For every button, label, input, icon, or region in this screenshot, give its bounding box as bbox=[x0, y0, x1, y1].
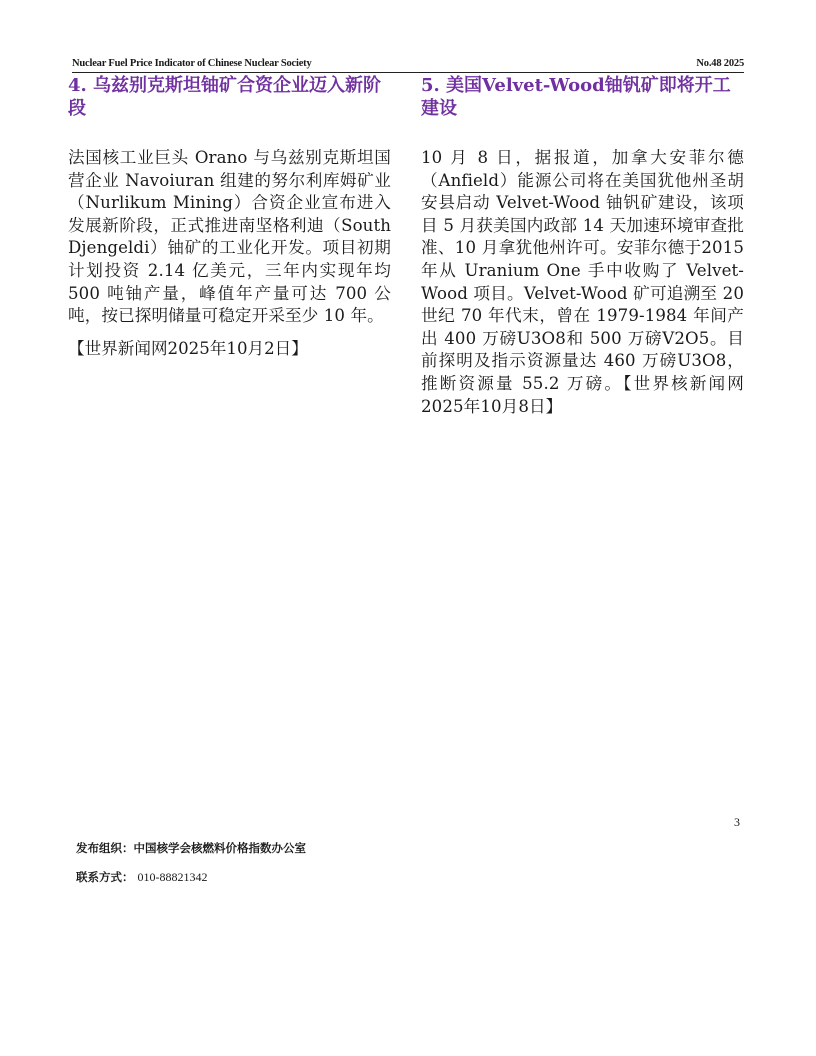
contact-value: 010-88821342 bbox=[137, 870, 208, 884]
publication-title: Nuclear Fuel Price Indicator of Chinese Nuclear Society bbox=[72, 58, 312, 69]
org-value: 中国核学会核燃料价格指数办公室 bbox=[133, 841, 306, 855]
article-body: 法国核工业巨头 Orano 与乌兹别克斯坦国营企业 Navoiuran 组建的努尔利库姆矿业（Nurlikum Mining）合资企业宣布进入发展新阶段，正式推进南坚格利迪（South Djengeldi）铀矿的工业化开发。项目初期计划投资 2.14 亿美元，三年内实现年均 500 吨铀产量，峰值年产量可达 700 公吨，按已探明储量可稳定开采至少 10 年。 bbox=[68, 148, 391, 326]
article-source: 【世界新闻网2025年10月2日】 bbox=[68, 338, 308, 358]
article-body: 10 月 8 日，据报道，加拿大安菲尔德（Anfield）能源公司将在美国犹他州圣胡安县启动 Velvet-Wood 铀钒矿建设，该项目 5 月获美国内政部 14 天加速环境审查批准、10 月拿犹他州许可。安菲尔德于2015年从 Uranium One 手中收购了 Velvet-Wood 项目。Velvet-Wood 矿可追溯至 20 世纪 70 年代末，曾在 1979-1984 年间产出 400 万磅U3O8和 500 万磅V2O5。目前探明及指示资源量达 460 万磅U3O8，推断资源量 55.2 万磅。【世界核新闻网 2025年10月8日】 bbox=[421, 148, 744, 416]
article-heading: 4. 乌兹别克斯坦铀矿合资企业迈入新阶段 bbox=[68, 75, 382, 119]
article-4 bbox=[68, 74, 391, 360]
footer-contact bbox=[76, 869, 208, 885]
page-header bbox=[72, 58, 744, 73]
article-heading: 5. 美国Velvet-Wood铀钒矿即将开工建设 bbox=[421, 75, 731, 119]
issue-number: No.48 2025 bbox=[696, 58, 744, 69]
footer-organization bbox=[76, 840, 306, 856]
contact-label: 联系方式： bbox=[76, 870, 134, 884]
article-5 bbox=[421, 74, 744, 418]
page-number: 3 bbox=[734, 815, 740, 829]
org-label: 发布组织： bbox=[76, 841, 134, 855]
